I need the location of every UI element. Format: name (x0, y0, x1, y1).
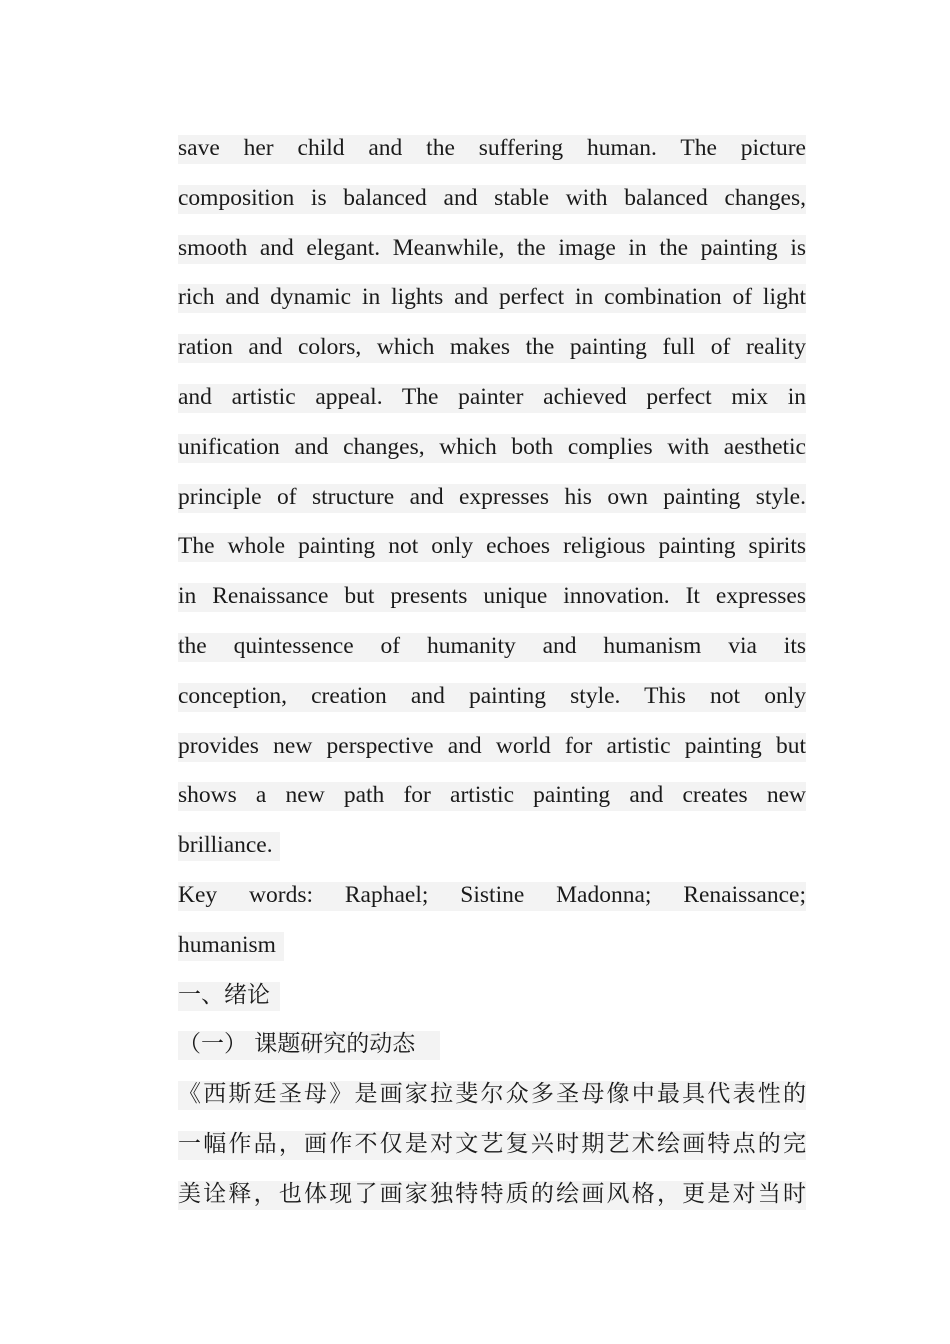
body-line: 一幅作品，画作不仅是对文艺复兴时期艺术绘画特点的完 (178, 1120, 806, 1170)
abstract-paragraph (178, 124, 806, 871)
abstract-line: the quintessence of humanity and humanism via its (178, 622, 806, 672)
abstract-line: ration and colors, which makes the painting full of reality (178, 323, 806, 373)
abstract-line: composition is balanced and stable with balanced changes, (178, 174, 806, 224)
abstract-line: smooth and elegant. Meanwhile, the image in the painting is (178, 224, 806, 274)
abstract-line: rich and dynamic in lights and perfect in combination of light (178, 273, 806, 323)
page-content (178, 124, 806, 1220)
abstract-line: save her child and the suffering human. The picture (178, 124, 806, 174)
keywords-line-last: humanism (178, 921, 806, 971)
abstract-line: principle of structure and expresses his own painting style. (178, 473, 806, 523)
subsection-heading: （一） 课题研究的动态 (178, 1020, 806, 1070)
abstract-line: conception, creation and painting style. This not only (178, 672, 806, 722)
abstract-line-last: brilliance. (178, 821, 806, 871)
body-line: 《西斯廷圣母》是画家拉斐尔众多圣母像中最具代表性的 (178, 1070, 806, 1120)
abstract-line: unification and changes, which both complies with aesthetic (178, 423, 806, 473)
abstract-line: provides new perspective and world for artistic painting but (178, 722, 806, 772)
section-heading: 一、绪论 (178, 971, 806, 1021)
body-paragraph (178, 1070, 806, 1219)
keywords-line: Key words: Raphael; Sistine Madonna; Renaissance; (178, 871, 806, 921)
abstract-line: and artistic appeal. The painter achieved perfect mix in (178, 373, 806, 423)
abstract-line: shows a new path for artistic painting and creates new (178, 771, 806, 821)
body-line: 美诠释，也体现了画家独特特质的绘画风格，更是对当时 (178, 1170, 806, 1220)
keywords-paragraph (178, 871, 806, 971)
abstract-line: in Renaissance but presents unique innovation. It expresses (178, 572, 806, 622)
abstract-line: The whole painting not only echoes religious painting spirits (178, 522, 806, 572)
